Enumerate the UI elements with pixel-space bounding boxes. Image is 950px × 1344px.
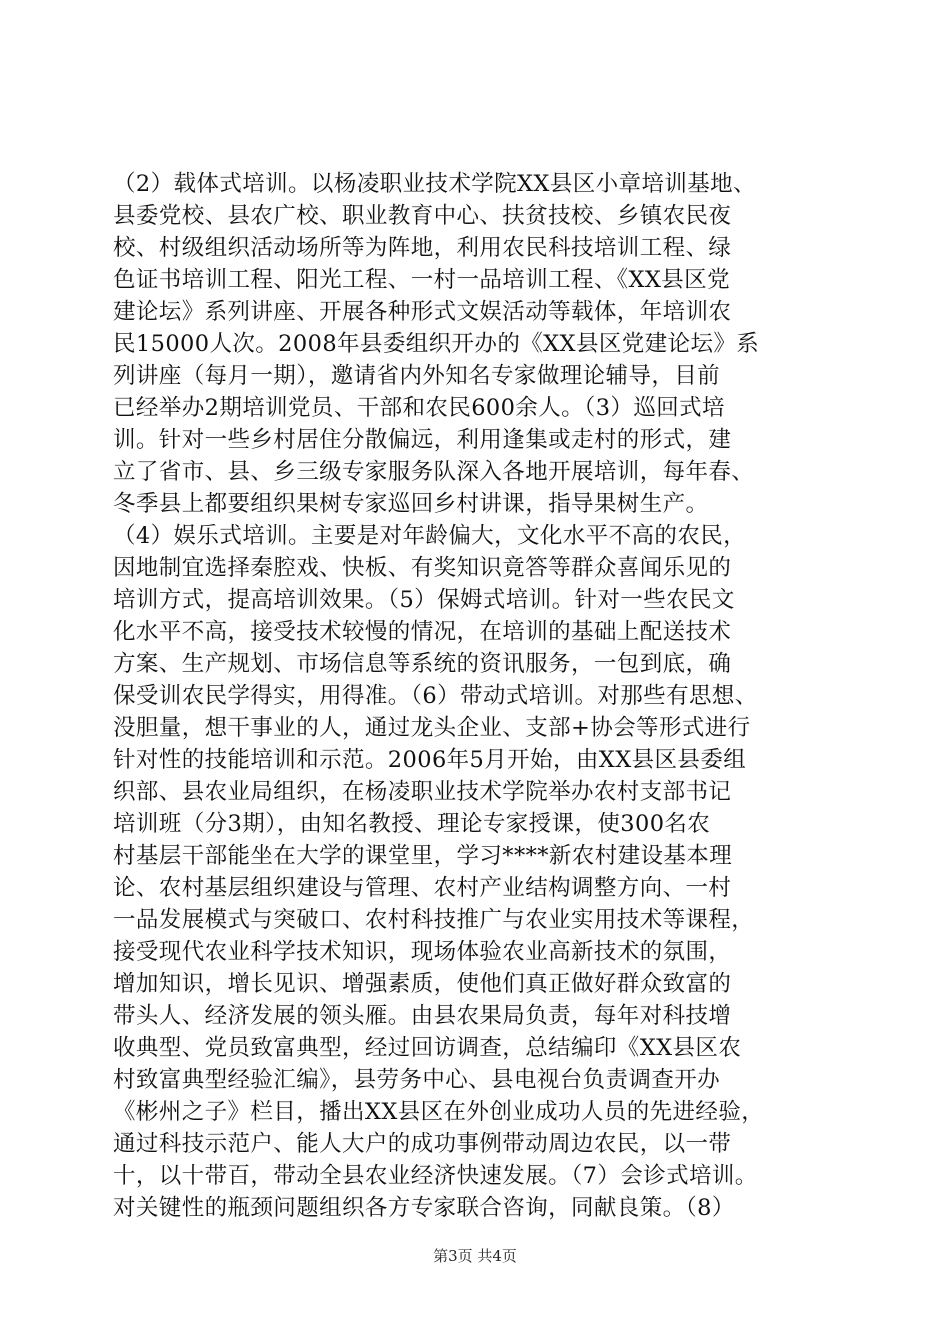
text-line: 针对性的技能培训和示范。2006年5月开始，由XX县区县委组 [113, 747, 747, 773]
text-line: 村致富典型经验汇编》，县劳务中心、县电视台负责调查开办 [113, 1067, 721, 1093]
text-line: 建论坛》系列讲座、开展各种形式文娱活动等载体，年培训农 [113, 299, 732, 325]
text-line: 民15000人次。2008年县委组织开办的《XX县区党建论坛》系 [113, 331, 760, 357]
text-line: 列讲座（每月一期），邀请省内外知名专家做理论辅导，目前 [113, 363, 721, 389]
text-line: 村基层干部能坐在大学的课堂里，学习****新农村建设基本理 [113, 843, 733, 869]
text-line: 对关键性的瓶颈问题组织各方专家联合咨询，同献良策。（8） [113, 1195, 735, 1221]
text-line: 冬季县上都要组织果树专家巡回乡村讲课，指导果树生产。 [113, 491, 709, 517]
text-line: 已经举办2期培训党员、干部和农民600余人。（3）巡回式培 [113, 395, 725, 421]
text-line: 培训方式，提高培训效果。（5）保姆式培训。针对一些农民文 [113, 587, 735, 613]
text-line: 方案、生产规划、市场信息等系统的资讯服务，一包到底，确 [113, 651, 732, 677]
text-line: 论、农村基层组织建设与管理、农村产业结构调整方向、一村 [113, 875, 732, 901]
text-line: 接受现代农业科学技术知识，现场体验农业高新技术的氛围， [113, 939, 732, 965]
text-line: 因地制宜选择秦腔戏、快板、有奖知识竟答等群众喜闻乐见的 [113, 555, 732, 581]
text-line: 化水平不高，接受技术较慢的情况，在培训的基础上配送技术 [113, 619, 732, 645]
text-line: （2）载体式培训。以杨凌职业技术学院XX县区小章培训基地、 [113, 171, 756, 197]
text-line: 没胆量，想干事业的人，通过龙头企业、支部+协会等形式进行 [113, 715, 751, 741]
text-line: （4）娱乐式培训。主要是对年龄偏大，文化水平不高的农民， [113, 523, 747, 549]
text-line: 训。针对一些乡村居住分散偏远，利用逢集或走村的形式，建 [113, 427, 732, 453]
text-line: 《彬州之子》栏目，播出XX县区在外创业成功人员的先进经验， [113, 1099, 765, 1125]
text-line: 一品发展模式与突破口、农村科技推广与农业实用技术等课程， [113, 907, 755, 933]
page-number-footer: 第3页 共4页 [433, 1247, 517, 1265]
body-paragraph [113, 168, 853, 1224]
text-line: 培训班（分3期），由知名教授、理论专家授课，使300名农 [113, 811, 711, 837]
text-line: 保受训农民学得实，用得准。（6）带动式培训。对那些有思想、 [113, 683, 758, 709]
text-line: 织部、县农业局组织，在杨凌职业技术学院举办农村支部书记 [113, 779, 732, 805]
text-line: 县委党校、县农广校、职业教育中心、扶贫技校、乡镇农民夜 [113, 203, 732, 229]
text-line: 十，以十带百，带动全县农业经济快速发展。（7）会诊式培训。 [113, 1163, 758, 1189]
text-line: 带头人、经济发展的领头雁。由县农果局负责，每年对科技增 [113, 1003, 732, 1029]
text-line: 校、村级组织活动场所等为阵地，利用农民科技培训工程、绿 [113, 235, 732, 261]
text-line: 收典型、党员致富典型，经过回访调查，总结编印《XX县区农 [113, 1035, 742, 1061]
text-line: 增加知识，增长见识、增强素质，使他们真正做好群众致富的 [113, 971, 732, 997]
text-line: 色证书培训工程、阳光工程、一村一品培训工程、《XX县区党 [113, 267, 730, 293]
text-line: 通过科技示范户、能人大户的成功事例带动周边农民，以一带 [113, 1131, 732, 1157]
text-line: 立了省市、县、乡三级专家服务队深入各地开展培训，每年春、 [113, 459, 755, 485]
